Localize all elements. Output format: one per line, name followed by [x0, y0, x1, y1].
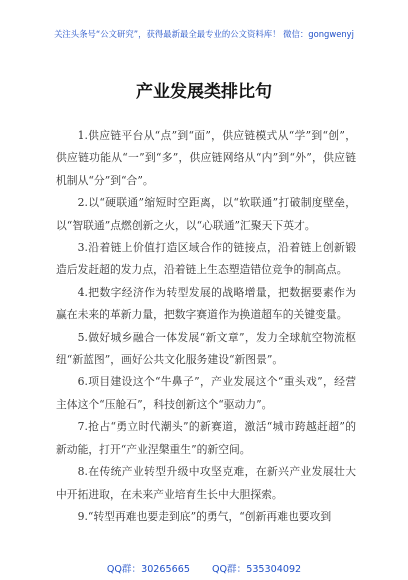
page-title: 产业发展类排比句: [136, 82, 272, 102]
paragraph-4: 4.把数字经济作为转型发展的战略增量，把数据要素作为赢在未来的革新力量，把数字赛道作为换道超车的关键变量。: [56, 285, 356, 322]
footer-contact: [0, 561, 408, 575]
qq-group-1: QQ群：30265665: [106, 564, 190, 575]
document-body: [56, 125, 356, 528]
paragraph-6: 6.项目建设这个“牛鼻子”，产业发展这个“重头戏”，经营主体这个“压舱石”，科技创新这个“驱动力”。: [56, 375, 356, 411]
paragraph-3: 3.沿着链上价值打造区域合作的链接点，沿着链上创新锻造后发赶超的发力点，沿着链上生态塑造错位竞争的制高点。: [56, 241, 356, 277]
paragraph-9: 9.“转型再难也要走到底”的勇气，“创新再难也要攻到: [77, 509, 332, 523]
paragraph-7: 7.抢占“勇立时代潮头”的新赛道，激活“城市跨越赶超”的新动能，打开“产业涅槃重生”的新空间。: [56, 420, 356, 456]
qq-group-2: QQ群：535304092: [211, 564, 302, 575]
paragraph-1: 1.供应链平台从“点”到“面”，供应链模式从“学”到“创”，供应链功能从“一”到“多”，供应链网络从“内”到“外”，供应链机制从“分”到“合”。: [56, 129, 356, 187]
paragraph-8: 8.在传统产业转型升级中攻坚克难，在新兴产业发展壮大中开拓进取，在未来产业培育生长中大胆探索。: [56, 465, 356, 501]
header-promo-note: 关注头条号“公文研究”，获得最新最全最专业的公文资料库！ 微信：gongwenyj: [54, 29, 354, 39]
paragraph-2: 2.以“硬联通”缩短时空距离，以“软联通”打破制度壁垒，以“智联通”点燃创新之火，以“心联通”汇聚天下英才。: [56, 196, 356, 232]
paragraph-5: 5.做好城乡融合一体发展“新文章”，发力全球航空物流枢纽“新蓝图”，画好公共文化服务建设“新图景”。: [56, 330, 356, 367]
